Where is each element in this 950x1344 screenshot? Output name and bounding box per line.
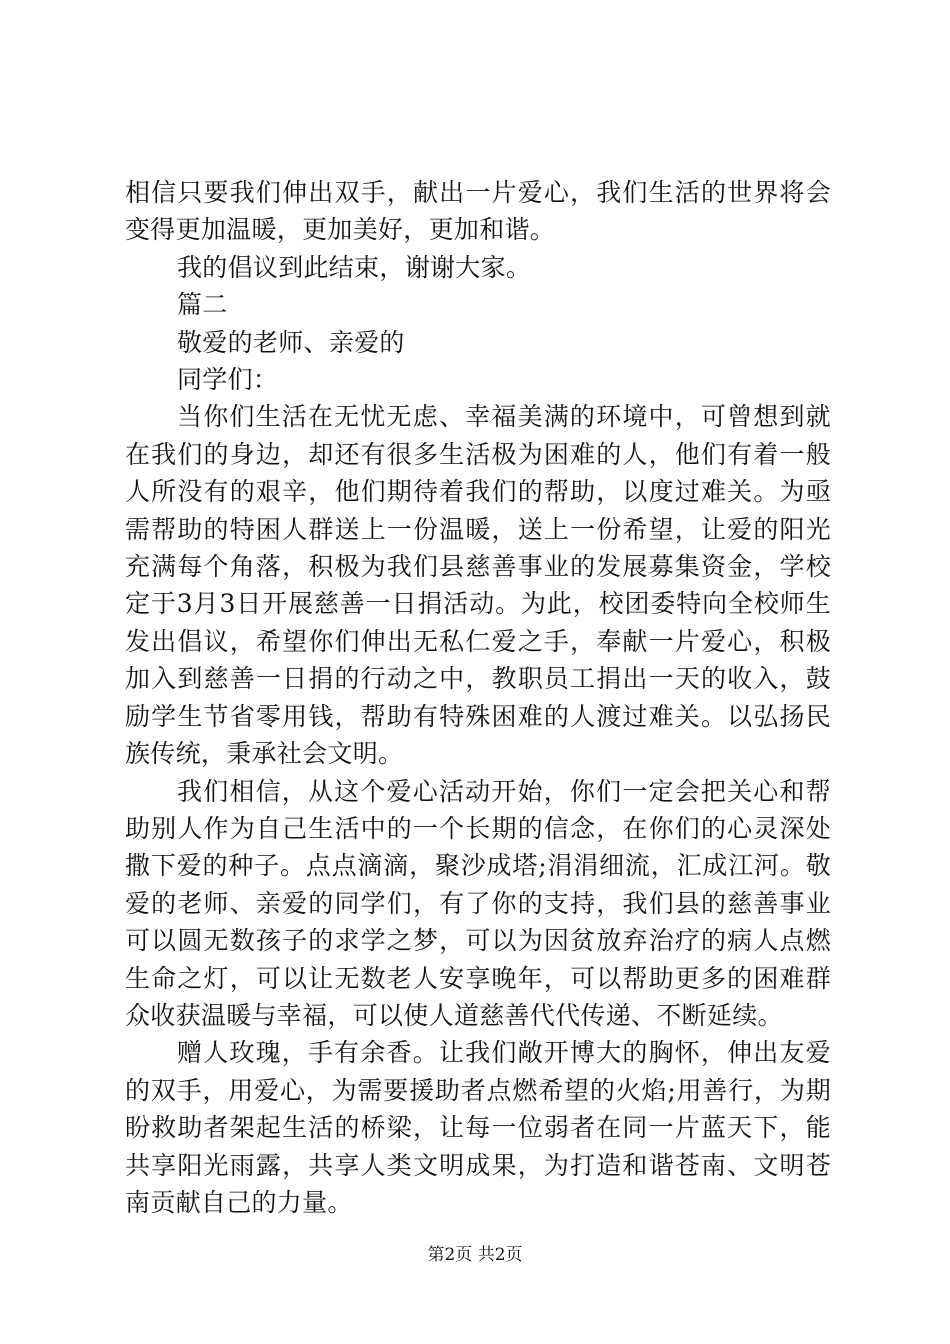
page-number-footer: 第2页 共2页 <box>427 1245 523 1265</box>
paragraph-body-3: 赠人玫瑰，手有余香。让我们敞开博大的胸怀，伸出友爱的双手，用爱心，为需要援助者点燃希望的火焰;用善行，为期盼救助者架起生活的桥梁，让每一位弱者在同一片蓝天下，能共享阳光雨露，共享人类文明成果，为打造和谐苍南、文明苍南贡献自己的力量。 <box>125 1038 831 1217</box>
document-body <box>125 174 831 1221</box>
salutation-line-2: 同学们： <box>177 365 279 395</box>
section-heading: 篇二 <box>177 290 228 320</box>
paragraph-closing-sentence: 相信只要我们伸出双手，献出一片爱心，我们生活的世界将会变得更加温暖，更加美好，更加和谐。 <box>125 178 831 245</box>
paragraph-body-1: 当你们生活在无忧无虑、幸福美满的环境中，可曾想到就在我们的身边，却还有很多生活极为困难的人，他们有着一般人所没有的艰辛，他们期待着我们的帮助，以度过难关。为亟需帮助的特困人群送上一份温暖，送上一份希望，让爱的阳光充满每个角落，积极为我们县慈善事业的发展募集资金，学校定于3月3日开展慈善一日捐活动。为此，校团委特向全校师生发出倡议，希望你们伸出无私仁爱之手，奉献一片爱心，积极加入到慈善一日捐的行动之中，教职员工捐出一天的收入，鼓励学生节省零用钱，帮助有特殊困难的人渡过难关。以弘扬民族传统，秉承社会文明。 <box>125 402 831 769</box>
paragraph-body-2: 我们相信，从这个爱心活动开始，你们一定会把关心和帮助别人作为自己生活中的一个长期的信念，在你们的心灵深处撒下爱的种子。点点滴滴，聚沙成塔;涓涓细流，汇成江河。敬爱的老师、亲爱的同学们，有了你的支持，我们县的慈善事业可以圆无数孩子的求学之梦，可以为因贫放弃治疗的病人点燃生命之灯，可以让无数老人安享晚年，可以帮助更多的困难群众收获温暖与幸福，可以使人道慈善代代传递、不断延续。 <box>125 776 831 1030</box>
salutation-line-1: 敬爱的老师、亲爱的 <box>177 327 405 357</box>
paragraph-proposal-end: 我的倡议到此结束，谢谢大家。 <box>177 252 532 282</box>
